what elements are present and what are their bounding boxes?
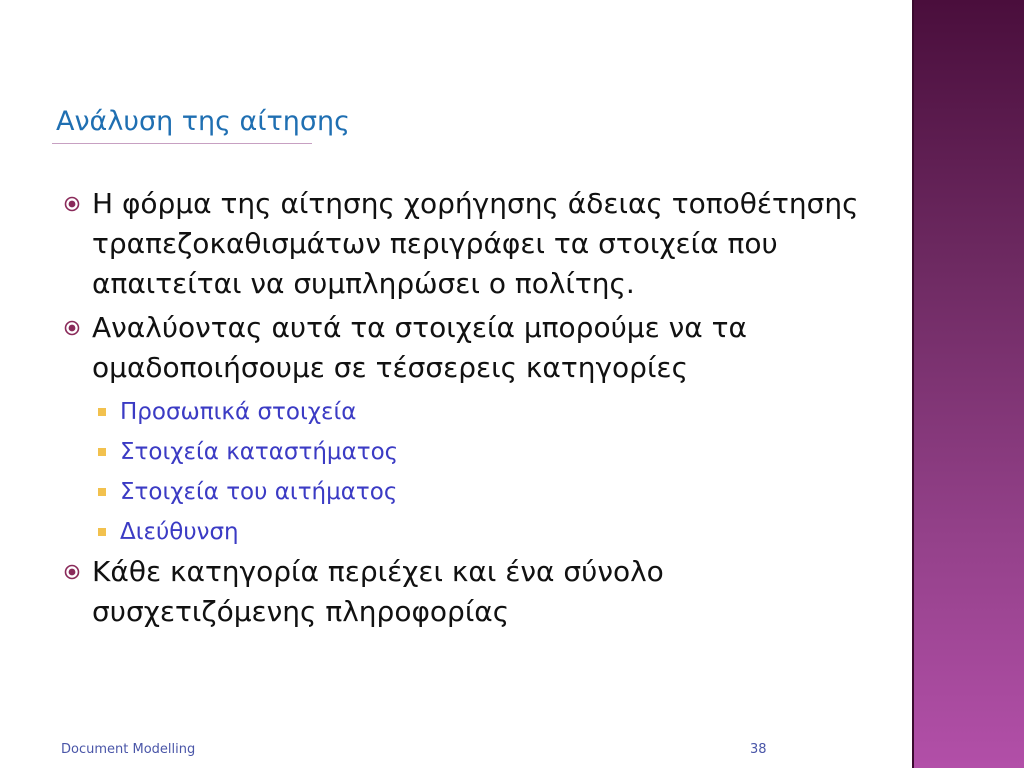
category-item (62, 432, 862, 472)
page-number: 38 (750, 742, 767, 757)
decorative-side-band (912, 0, 1024, 768)
category-item (62, 512, 862, 552)
slide-title: Ανάλυση της αίτησης (56, 106, 350, 137)
circle-bullet-icon (64, 564, 80, 580)
footer-title: Document Modelling (61, 742, 196, 757)
category-item (62, 392, 862, 432)
bullet-item (62, 308, 862, 388)
category-text: Στοιχεία καταστήματος (120, 439, 399, 465)
title-underline (52, 143, 312, 144)
bullet-text: Αναλύοντας αυτά τα στοιχεία μπορούμε να τα ομαδοποιήσουμε σε τέσσερεις κατηγορίες (92, 311, 747, 384)
square-bullet-icon (98, 528, 106, 536)
bullet-item (62, 552, 862, 632)
bullet-item (62, 184, 862, 304)
square-bullet-icon (98, 408, 106, 416)
category-text: Προσωπικά στοιχεία (120, 399, 357, 425)
bullet-text: Η φόρμα της αίτησης χορήγησης άδειας τοποθέτησης τραπεζοκαθισμάτων περιγράφει τα στοιχεία που απαιτείται να συμπληρώσει ο πολίτης. (92, 187, 859, 300)
category-item (62, 472, 862, 512)
square-bullet-icon (98, 488, 106, 496)
slide-content (62, 184, 862, 636)
circle-bullet-icon (64, 196, 80, 212)
bullet-text: Κάθε κατηγορία περιέχει και ένα σύνολο συσχετιζόμενης πληροφορίας (92, 555, 664, 628)
category-text: Στοιχεία του αιτήματος (120, 479, 398, 505)
circle-bullet-icon (64, 320, 80, 336)
square-bullet-icon (98, 448, 106, 456)
category-text: Διεύθυνση (120, 519, 239, 545)
